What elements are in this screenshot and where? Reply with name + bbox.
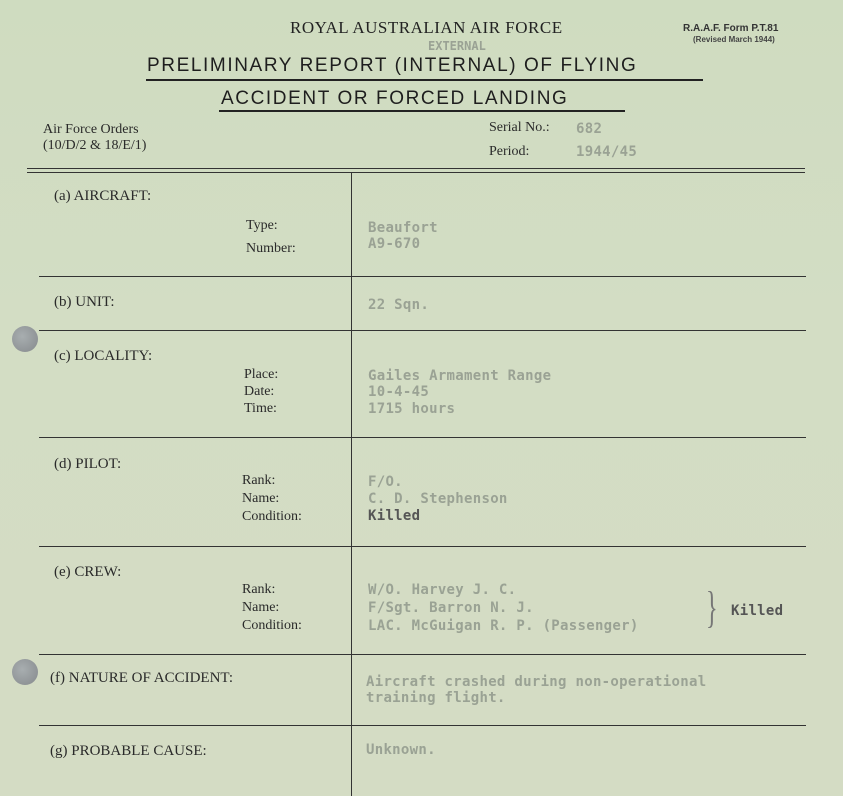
title-underline-1 [146,79,703,81]
table-top-rule-1 [27,168,805,169]
pilot-condition-value: Killed [368,508,421,524]
crew-section-label: (e) CREW: [54,564,122,580]
nature-line-1: Aircraft crashed during non-operational [366,674,707,690]
row-divider-a [39,276,806,277]
form-code: R.A.A.F. Form P.T.81 [683,23,779,34]
period-label: Period: [489,144,530,159]
row-divider-c [39,437,806,438]
locality-time-label: Time: [244,401,277,416]
crew-condition-label: Condition: [242,618,302,633]
form-revised: (Revised March 1944) [693,35,775,44]
aircraft-type-label: Type: [246,218,278,233]
row-divider-e [39,654,806,655]
orders-line2: (10/D/2 & 18/E/1) [43,138,147,153]
form-title-line2: ACCIDENT OR FORCED LANDING [221,88,569,109]
aircraft-section-label: (a) AIRCRAFT: [54,188,152,204]
pilot-section-label: (d) PILOT: [54,456,122,472]
orders-line1: Air Force Orders [43,122,139,137]
crew-name-label: Name: [242,600,280,615]
unit-section-label: (b) UNIT: [54,294,115,310]
pilot-rank-label: Rank: [242,473,276,488]
aircraft-number-label: Number: [246,241,296,256]
pilot-condition-label: Condition: [242,509,302,524]
punch-hole-upper [12,326,38,352]
column-divider [351,172,352,796]
serial-value: 682 [576,121,603,137]
crew-member-1: W/O. Harvey J. C. [368,582,517,598]
aircraft-type-value: Beaufort [368,220,438,236]
crew-member-3: LAC. McGuigan R. P. (Passenger) [368,618,639,634]
cause-section-label: (g) PROBABLE CAUSE: [50,743,207,759]
aircraft-number-value: A9-670 [368,236,421,252]
form-title-line1: PRELIMINARY REPORT (INTERNAL) OF FLYING [147,55,638,76]
external-typed-note: EXTERNAL [428,39,486,53]
pilot-name-value: C. D. Stephenson [368,491,508,507]
crew-rank-label: Rank: [242,582,276,597]
locality-date-value: 10-4-45 [368,384,430,400]
locality-place-label: Place: [244,367,279,382]
locality-section-label: (c) LOCALITY: [54,348,153,364]
nature-line-2: training flight. [366,690,506,706]
crew-status: Killed [731,603,784,619]
period-value: 1944/45 [576,144,638,160]
row-divider-f [39,725,806,726]
row-divider-d [39,546,806,547]
pilot-rank-value: F/O. [368,474,403,490]
row-divider-b [39,330,806,331]
cause-value: Unknown. [366,742,436,758]
serial-label: Serial No.: [489,120,550,135]
pilot-name-label: Name: [242,491,280,506]
table-top-rule-2 [27,172,805,173]
org-name: ROYAL AUSTRALIAN AIR FORCE [290,18,563,37]
locality-place-value: Gailes Armament Range [368,368,552,384]
nature-section-label: (f) NATURE OF ACCIDENT: [50,670,233,686]
crew-member-2: F/Sgt. Barron N. J. [368,600,534,616]
crew-brace-icon: } [706,583,718,632]
punch-hole-lower [12,659,38,685]
locality-date-label: Date: [244,384,275,399]
locality-time-value: 1715 hours [368,401,456,417]
unit-value: 22 Sqn. [368,297,430,313]
title-underline-2 [219,110,625,112]
